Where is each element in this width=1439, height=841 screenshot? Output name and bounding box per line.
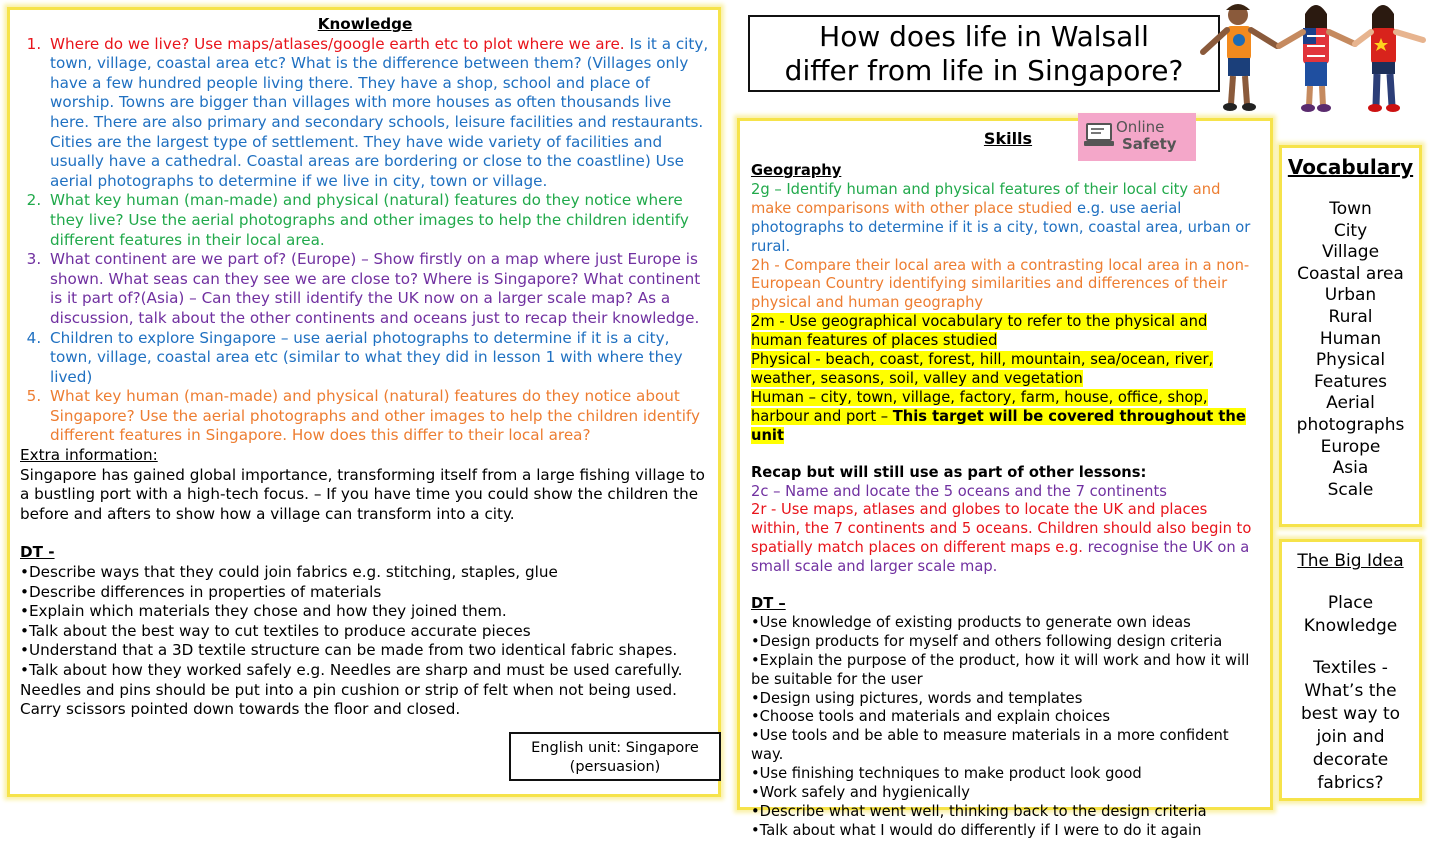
children-illustration xyxy=(1195,0,1439,115)
english-unit-line1: English unit: Singapore xyxy=(531,740,699,756)
vocab-word: Physical xyxy=(1315,350,1386,371)
skill-2h: 2h - Compare their local area with a contrasting local area in a non-European Country identifying similarities and differences of their physical and human geography xyxy=(751,256,1250,312)
vocab-word: Coastal area xyxy=(1297,263,1404,284)
knowledge-panel xyxy=(7,7,721,797)
dt-item: •Design using pictures, words and templates xyxy=(751,689,1083,707)
dt-item: •Use finishing techniques to make product look good xyxy=(751,765,1142,783)
physical-vocab: Physical - beach, coast, forest, hill, mountain, sea/ocean, river, weather, seasons, soil, valley and vegetation xyxy=(751,351,1214,387)
dt-item: •Explain the purpose of the product, how it will work and how it will be suitable for the user xyxy=(751,651,1250,688)
laptop-icon xyxy=(1084,123,1114,149)
dt-item: •Talk about the best way to cut textiles to produce accurate pieces xyxy=(20,621,531,640)
english-unit-box xyxy=(509,732,721,781)
skill-2c: 2c – Name and locate the 5 oceans and the 7 continents xyxy=(751,482,1167,500)
dt-item: •Use tools and be able to measure materials in a more confident way. xyxy=(751,727,1229,764)
dt-item: •Describe ways that they could join fabrics e.g. stitching, staples, glue xyxy=(20,563,558,582)
big-idea-line4: What’s the best way to join and decorate fabrics? xyxy=(1300,681,1401,793)
knowledge-item-4: 4. Children to explore Singapore – use aerial photographs to determine if it is a city, town, village, coastal area etc (similar to what they did in lesson 1 with where they lived) xyxy=(46,329,710,388)
vocab-word: Village xyxy=(1321,242,1380,263)
vocab-word: Town xyxy=(1329,199,1372,219)
child-middle xyxy=(1279,5,1355,112)
dt-heading-left: DT - xyxy=(20,543,55,562)
vocab-word: City xyxy=(1333,220,1368,241)
knowledge-item-2: 2. What key human (man-made) and physical (natural) features do they notice where they live? Use the aerial photographs and other images to help the children identify different features in their local area. xyxy=(46,191,710,250)
recap-heading: Recap but will still use as part of other lessons: xyxy=(751,463,1147,481)
dt-list-right xyxy=(751,614,1260,841)
knowledge-title: Knowledge xyxy=(317,15,413,33)
vocabulary-title: Vocabulary xyxy=(1287,155,1414,179)
vocab-word: Rural xyxy=(1328,306,1373,327)
dt-item: •Describe what went well, thinking back to the design criteria xyxy=(751,803,1207,820)
main-title-box xyxy=(748,15,1220,92)
geography-heading: Geography xyxy=(751,162,842,179)
big-idea-line3: Textiles - xyxy=(1313,658,1388,678)
vocabulary-panel xyxy=(1279,145,1422,527)
vocab-word: Aerial photographs xyxy=(1296,393,1405,435)
knowledge-item-5: 5. What key human (man-made) and physical (natural) features do they notice about Singapore? Use the aerial photographs and other images to help the children identify different features in Singapore. How does this differ to their local area? xyxy=(46,387,710,446)
dt-list-left xyxy=(20,563,710,720)
extra-info-text: Singapore has gained global importance, transforming itself from a large fishing village to a bustling port with a high-tech focus. – If you have time you could show the children the before and afters to show how a village can transform into a city. xyxy=(20,465,705,523)
dt-item: •Explain which materials they chose and how they joined them. xyxy=(20,602,507,621)
skills-title: Skills xyxy=(983,129,1033,148)
vocab-word: Scale xyxy=(1327,479,1374,500)
knowledge-list xyxy=(20,35,710,446)
dt-heading-right: DT – xyxy=(751,595,786,613)
dt-item: •Work safely and hygienically xyxy=(751,784,970,802)
skill-2g: 2g – Identify human and physical features of their local city and make comparisons with other place studied e.g. use aerial photographs to determine if it is a city, town, coastal area, urban or rural. xyxy=(751,180,1251,255)
vocab-word: Asia xyxy=(1332,458,1369,479)
online-safety-line1: Online xyxy=(1116,118,1165,136)
dt-item: •Choose tools and materials and explain choices xyxy=(751,708,1111,726)
vocab-word: Features xyxy=(1313,371,1388,392)
big-idea-line1: Place xyxy=(1327,593,1374,613)
dt-item: •Describe differences in properties of materials xyxy=(20,582,382,601)
knowledge-item-3: 3. What continent are we part of? (Europe) – Show firstly on a map where just Europe is shown. What seas can they see we are close to? Where is Singapore? What continent is it part of?(Asia) – Can they still identify the UK now on a larger scale map? As a discussion, talk about the other continents and oceans just to recap their knowledge. xyxy=(46,250,710,328)
english-unit-line2: (persuasion) xyxy=(569,758,661,775)
online-safety-badge[interactable] xyxy=(1078,113,1196,161)
human-vocab: Human – city, town, village, factory, farm, house, office, shop, harbour and port – This target will be covered throughout the unit xyxy=(751,388,1246,444)
vocab-word: Europe xyxy=(1320,436,1381,457)
skill-2m: 2m - Use geographical vocabulary to refer to the physical and human features of places studied xyxy=(751,313,1208,350)
extra-info-heading: Extra information: xyxy=(20,446,158,465)
skill-2r: 2r - Use maps, atlases and globes to locate the UK and places within, the 7 continents and 5 oceans. Children should also begin to spatially match places on different maps e.g. recognise the UK on a small scale and larger scale map. xyxy=(751,501,1252,576)
big-idea-panel xyxy=(1279,539,1422,801)
dt-item: •Talk about what I would do differently if I were to do it again xyxy=(751,821,1202,839)
vocab-word: Human xyxy=(1319,328,1382,349)
big-idea-title: The Big Idea xyxy=(1297,551,1404,571)
dt-item: •Talk about how they worked safely e.g. Needles are sharp and must be used carefully. Needles and pins should be put into a pin cushion or strip of felt when not being used. Carry scissors pointed down towards the floor and closed. xyxy=(20,661,683,719)
skills-panel xyxy=(737,118,1273,839)
big-idea-line2: Knowledge xyxy=(1303,616,1398,636)
dt-item: •Design products for myself and others following design criteria xyxy=(751,632,1223,650)
online-safety-line2: Safety xyxy=(1122,135,1177,153)
vocabulary-list xyxy=(1282,199,1419,501)
dt-item: •Understand that a 3D textile structure can be made from two identical fabric shapes. xyxy=(20,641,678,660)
vocab-word: Urban xyxy=(1324,285,1377,306)
page-title-line2: differ from life in Singapore? xyxy=(784,54,1184,87)
page-title-line1: How does life in Walsall xyxy=(819,20,1149,53)
knowledge-item-1: 1. Where do we live? Use maps/atlases/google earth etc to plot where we are. Is it a city, town, village, coastal area etc? What is the difference between them? (Villages only have a few hundred people living there. They have a shop, school and place of worship. Towns are bigger than villages with more houses as often thousands live here. There are also primary and secondary schools, leisure facilities and restaurants. Cities are the largest type of settlement. They have wide variety of facilities and usually have a cathedral. Coastal areas are bordering or close to the coastline) Use aerial photographs to determine if we live in city, town or village. xyxy=(46,35,710,192)
dt-item: •Use knowledge of existing products to generate own ideas xyxy=(751,613,1191,631)
child-left xyxy=(1203,4,1277,111)
child-right xyxy=(1355,5,1423,112)
